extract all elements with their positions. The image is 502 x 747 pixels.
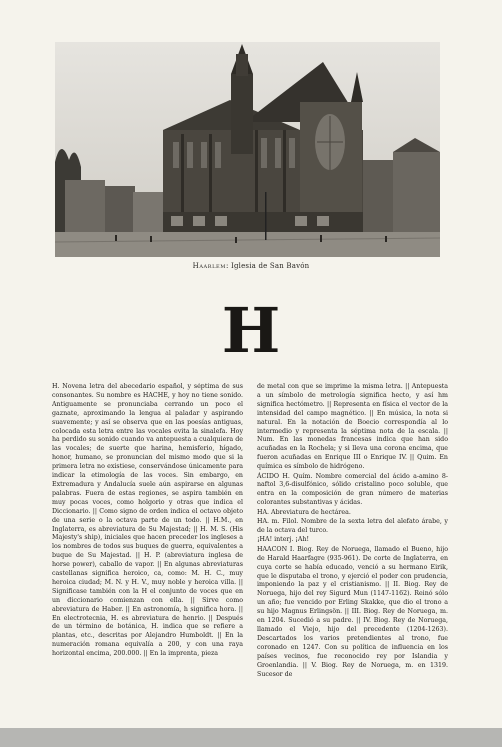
- caption-text: : Iglesia de San Bavón: [226, 262, 310, 270]
- bottom-margin-bar: [0, 728, 502, 747]
- text-columns: [52, 383, 448, 708]
- entry-haacon: HAACON I. Biog. Rey de Noruega, llamado el Bueno, hijo de Harald Haarfagre (935-961). De corte de Inglaterra, en cuya corte se había educado, venció a su hermano Eirik, que le disputaba el trono, y ejerció el poder con prudencia, imponiendo la paz y el cristianismo. || II. Biog. Rey de Noruega, hijo del rey Sigurd Mun (1147-1162). Reinó sólo un año; fue vencido por Erling Skakke, que dio el trono a su hijo Magnus Erlingsön. || III. Biog. Rey de Noruega, m. en 1204. Sucedió a su padre. || IV. Biog. Rey de Noruega, llamado el Viejo, hijo del precedente (1204-1263). Descartados los varios pretendientes al trono, fue coronado en 1247. Con su política de influencia en los países vecinos, fue reconocido rey por Islandia y Groenlandia. || V. Biog. Rey de Noruega, m. en 1319. Sucesor de: [257, 545, 448, 678]
- section-letter: H: [221, 294, 281, 367]
- entry-ha-interj: ¡HA! interj. ¡Ah!: [257, 536, 310, 544]
- entry-h-cont: de metal con que se imprime la misma letra. || Antepuesta a un símbolo de metrología significa hecto, y así hm significa hectómetro. || Representa en física el vector de la intensidad del campo magnético. || En música, la nota si natural. En la notación de Boecio correspondía al lo intermedio y representa la séptima nota de la escala. || Num. En las monedas francesas indica que han sido acuñadas en la Rochela; y si lleva una corona encima, que fueron acuñadas en Enrique III o Enrique IV. || Quim. En química es símbolo de hidrógeno.: [257, 383, 448, 471]
- cathedral-illustration: [55, 42, 440, 257]
- column-left: [52, 383, 243, 708]
- entry-h: H. Novena letra del abecedario español, y séptima de sus consonantes. Su nombre es HACHE, y hoy no tiene sonido. Antiguamente se pronunciaba cerrando un poco el gaznate, aproximando la lengua al paladar y aspirando suavemente; y así se observa que en las poesías antiguas, colocada esta letra entre las vocales evita la sinalefa. Hoy ha perdido su sonido cuando va antepuesta a cualquiera de las vocales; de suerte que harina, hemisferio, hígado, honor, humano, se pronuncian del mismo modo que si la primera letra no existiese, conservándose únicamente para indicar la etimología de las voces. Sin embargo, en Extremadura y Andalucía suele aún aspirarse en algunas palabras. Fuera de estas regiones, se aspira también en muy pocas voces, como holgorio y otras que indica el Diccionario. || Como signo de orden indica el octavo objeto de una serie o la octava parte de un todo. || H.M., en Inglaterra, es abreviatura de Su Majestad; || H. M. S. (His Majesty's ship), iniciales que hacen preceder los ingleses a los nombres de todos sus buques de guerra, equivalentes a buque de Su Majestad. || H. P. (abreviatura inglesa de horse power), caballo de vapor. || En algunas abreviaturas castellanas significa heroico, ca, como: M. H. C., muy heroica ciudad; M. N. y H. V., muy noble y heroica villa. || Significase también con la H el conjunto de voces que en un diccionario comienzan con ella. || Sirve como abreviatura de Haber. || En astronomía, h significa hora. || En electrotecnia, H. es abreviatura de henrio. || Después de un término de botánica, H. indica que se refiere a plantas, etc., descritas por Alejandro Humboldt. || En la numeración romana equivalía a 200, y con una raya horizontal encima, 200.000. || En la imprenta, pieza: [52, 383, 243, 658]
- photo-caption: [0, 262, 502, 270]
- column-right: [257, 383, 448, 708]
- entry-ha-abbrev: HA. Abreviatura de hectárea.: [257, 508, 351, 516]
- caption-place: Haarlem: [192, 262, 226, 270]
- entry-acido-h: ÁCIDO H. Quím. Nombre comercial del ácido a-amino 8-naftol 3,6-disulfónico, sólido cristalino poco soluble, que entra en la composición de gran número de materias colorantes substantivas y ácidas.: [257, 472, 448, 507]
- cathedral-photo: [55, 42, 440, 257]
- entry-ha-filol: HA. m. Filol. Nombre de la sexta letra del alefato árabe, y de la octava del turco.: [257, 518, 448, 534]
